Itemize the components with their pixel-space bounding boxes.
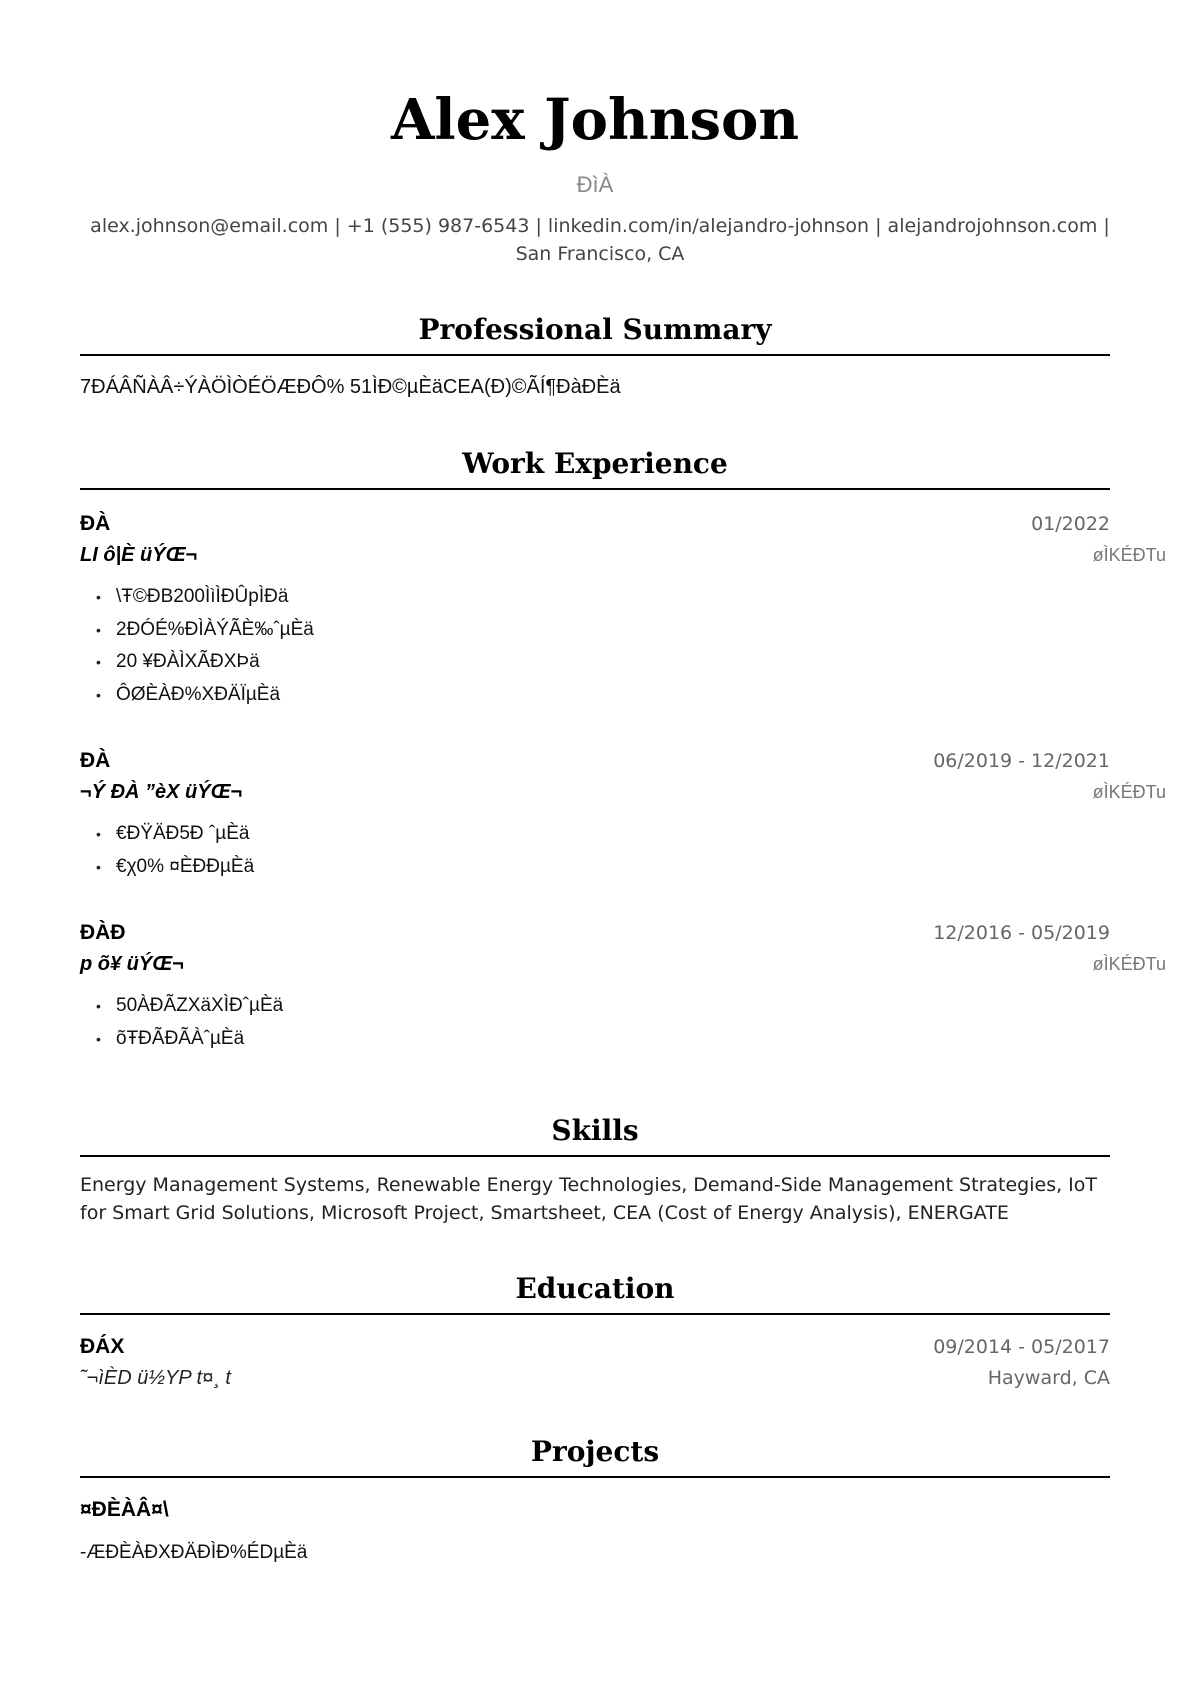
education-degree: ˜¬ìÈD ü½YP t¤¸ t xyxy=(80,1367,231,1389)
job-bullet: • 2ÐÓÉ%ÐÌÀÝÃÈ‰ˆµÈä xyxy=(96,618,314,640)
job-date: 12/2016 - 05/2019 xyxy=(933,922,1110,944)
job-date: 01/2022 xyxy=(1031,513,1110,535)
job-company: ÐÀÐ xyxy=(80,921,126,944)
job-role: LI ô|È üÝŒ¬ xyxy=(80,544,198,566)
job-date: 06/2019 - 12/2021 xyxy=(933,750,1110,772)
job-entry xyxy=(80,921,1166,1055)
summary-heading: Professional Summary xyxy=(80,310,1110,356)
contact-location: San Francisco, CA xyxy=(515,243,685,265)
projects-heading: Projects xyxy=(80,1432,1110,1478)
education-date: 09/2014 - 05/2017 xyxy=(933,1336,1110,1358)
education-school: ÐÁX xyxy=(80,1335,125,1358)
job-entry xyxy=(80,512,1166,711)
contact-info xyxy=(80,212,1120,268)
candidate-name: Alex Johnson xyxy=(390,87,800,153)
job-bullets xyxy=(80,818,1110,883)
job-entry xyxy=(80,749,1166,883)
job-company: ÐÀ xyxy=(80,512,111,535)
job-bullet: • 20 ¥ÐÀÌXÃÐXÞä xyxy=(96,651,260,672)
skills-heading: Skills xyxy=(80,1111,1110,1157)
job-bullet: • õŦÐÃÐÃÀˆµÈä xyxy=(96,1027,245,1049)
job-bullet: • €ÐŸÄÐ5Ð ˆµÈä xyxy=(96,823,250,844)
summary-text: 7ÐÁÂÑÀÂ÷ÝÀÖÌÒÉÖÆÐÔ% 51ÌÐ©µÈäCEA(Ð)©ÃÍ¶ÐàÐÈä xyxy=(80,376,621,398)
job-bullet: • \Ŧ©ÐB200ÌìÌÐÛpÌÐä xyxy=(96,586,289,607)
job-location: øÌKÉÐTu xyxy=(1092,782,1166,802)
job-bullet: • 50ÀÐÃZXäXÌÐˆµÈä xyxy=(96,995,284,1016)
job-bullets xyxy=(80,990,1110,1055)
contact-line: alex.johnson@email.com | +1 (555) 987-6543 | linkedin.com/in/alejandro-johnson | alejandrojohnson.com | xyxy=(90,215,1110,237)
candidate-subtitle: ÐìÀ xyxy=(576,172,614,197)
job-bullet: • €χ0% ¤ÈÐÐµÈä xyxy=(96,855,255,877)
project-name: ¤ÐÈÀÂ¤\ xyxy=(80,1498,169,1521)
job-location: øÌKÉÐTu xyxy=(1092,954,1166,974)
education-entry xyxy=(80,1335,1110,1390)
job-bullets xyxy=(80,581,1110,711)
job-location: øÌKÉÐTu xyxy=(1092,545,1166,565)
skills-list: Energy Management Systems, Renewable Energy Technologies, Demand-Side Management Strategies, IoT for Smart Grid Solutions, Microsoft Project, Smartsheet, CEA (Cost of Energy Analysis), ENERGATE xyxy=(80,1174,1098,1224)
job-role: ¬Ý ÐÀ ”èX üÝŒ¬ xyxy=(80,781,243,803)
project-description: -ÆÐÈÀÐXÐÄÐÌÐ%ÉDµÈä xyxy=(80,1542,308,1563)
education-location: Hayward, CA xyxy=(987,1367,1110,1389)
education-heading: Education xyxy=(80,1269,1110,1315)
job-role: p õ¥ üÝŒ¬ xyxy=(80,953,184,975)
work-experience-heading: Work Experience xyxy=(80,444,1110,490)
job-company: ÐÀ xyxy=(80,749,111,772)
job-bullet: • ÔØÈÀÐ%XÐÄÏµÈä xyxy=(96,683,281,705)
